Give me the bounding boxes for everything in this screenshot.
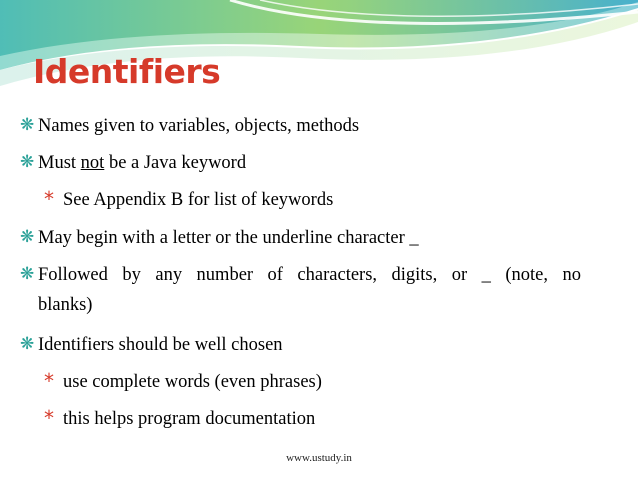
bullet-marker-icon: ❋: [20, 334, 35, 354]
sub-bullet-marker-icon: *: [44, 187, 54, 211]
bullet-item-text: Must: [38, 153, 81, 173]
bullet-marker-icon: ❋: [20, 115, 35, 135]
sub-bullet-marker-icon: *: [44, 369, 54, 393]
slide-title: Identifiers: [33, 52, 221, 91]
bullet-item-continuation: blanks): [38, 295, 93, 315]
emphasis-text: not: [80, 153, 105, 173]
bullet-item: May begin with a letter or the underline character _: [38, 228, 419, 248]
bullet-item: Identifiers should be well chosen: [38, 335, 283, 355]
bullet-item-text: be a Java keyword: [104, 153, 247, 173]
sub-bullet-marker-icon: *: [44, 406, 54, 430]
bullet-item: Names given to variables, objects, methods: [38, 116, 360, 136]
sub-bullet-item: use complete words (even phrases): [63, 372, 322, 392]
bullet-item: [38, 151, 246, 175]
bullet-item-line: Followed by any number of characters, digits, or _ (note, no: [38, 265, 581, 285]
sub-bullet-item: See Appendix B for list of keywords: [63, 190, 334, 210]
bullet-marker-icon: ❋: [20, 264, 35, 284]
bullet-marker-icon: ❋: [20, 227, 35, 247]
bullet-marker-icon: ❋: [20, 152, 35, 172]
footer-url: www.ustudy.in: [286, 452, 352, 464]
sub-bullet-item: this helps program documentation: [63, 409, 316, 429]
